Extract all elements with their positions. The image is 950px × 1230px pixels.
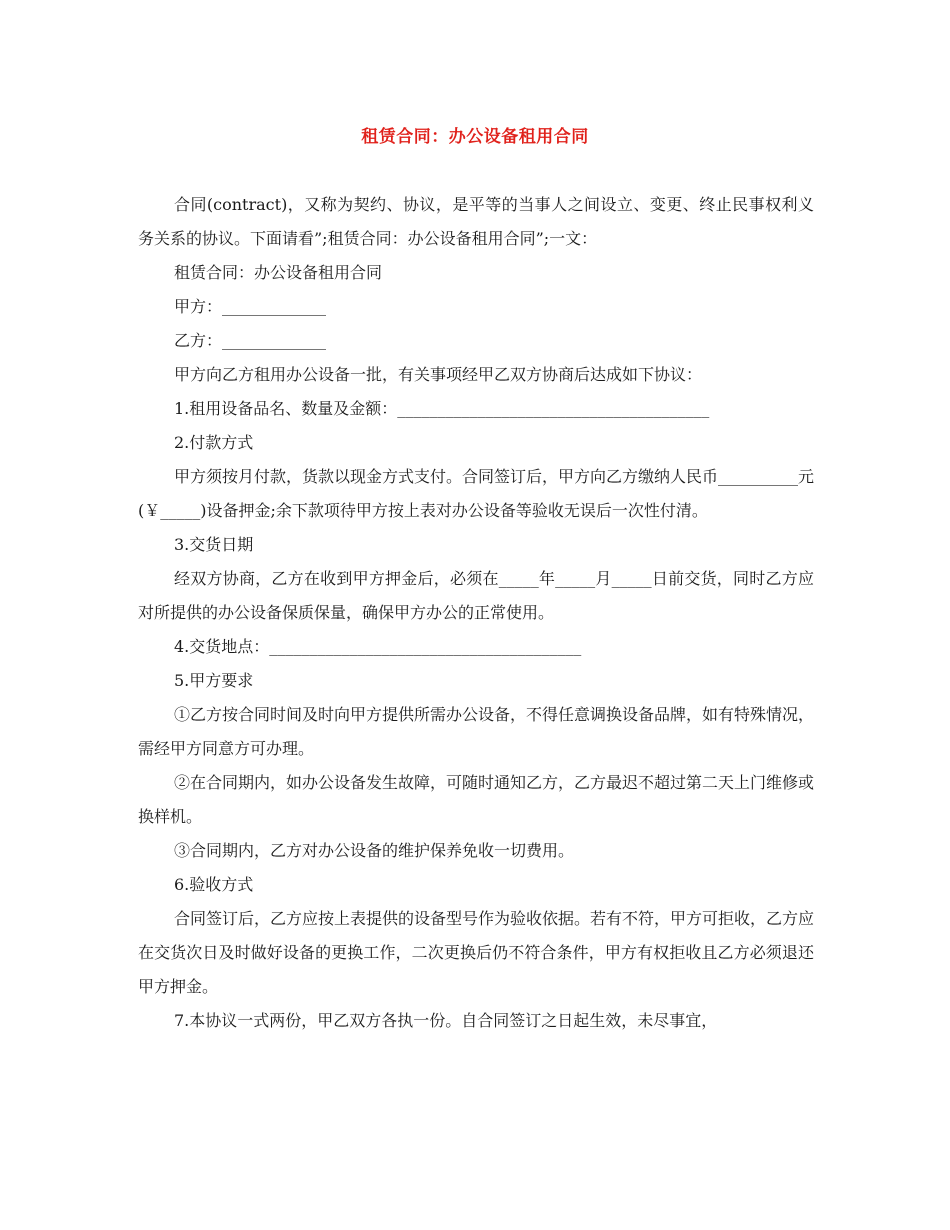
paragraph-acceptance: 合同签订后，乙方应按上表提供的设备型号作为验收依据。若有不符，甲方可拒收，乙方应在交货次日及时做好设备的更换工作，二次更换后仍不符合条件，甲方有权拒收且乙方必须退还甲方押金。	[138, 909, 815, 996]
paragraph-heading-5: 5.甲方要求	[174, 671, 254, 690]
paragraph-item-4: 4.交货地点：_______________________________________	[174, 637, 582, 656]
paragraph-requirement-1: ①乙方按合同时间及时向甲方提供所需办公设备，不得任意调换设备品牌，如有特殊情况，需经甲方同意方可办理。	[138, 705, 815, 758]
paragraph-payment: 甲方须按月付款，货款以现金方式支付。合同签订后，甲方向乙方缴纳人民币__________元(￥_____)设备押金;余下款项待甲方按上表对办公设备等验收无误后一次性付清。	[138, 467, 815, 520]
paragraph-party-a: 甲方：_____________	[174, 297, 327, 316]
document-body	[138, 188, 814, 1038]
paragraph-item-1: 1.租用设备品名、数量及金额：_______________________________________	[174, 399, 710, 418]
paragraph-agreement-preamble: 甲方向乙方租用办公设备一批，有关事项经甲乙双方协商后达成如下协议：	[174, 365, 703, 384]
paragraph-party-b: 乙方：_____________	[174, 331, 327, 350]
paragraph-heading-6: 6.验收方式	[174, 875, 254, 894]
paragraph-delivery-date: 经双方协商，乙方在收到甲方押金后，必须在_____年_____月_____日前交货，同时乙方应对所提供的办公设备保质保量，确保甲方办公的正常使用。	[138, 569, 814, 622]
paragraph-heading-3: 3.交货日期	[174, 535, 254, 554]
paragraph-requirement-3: ③合同期内，乙方对办公设备的维护保养免收一切费用。	[174, 841, 575, 860]
paragraph-requirement-2: ②在合同期内，如办公设备发生故障，可随时通知乙方，乙方最迟不超过第二天上门维修或换样机。	[138, 773, 815, 826]
paragraph-intro: 合同(contract)，又称为契约、协议，是平等的当事人之间设立、变更、终止民事权利义务关系的协议。下面请看”;租赁合同：办公设备租用合同”;一文：	[138, 195, 814, 248]
paragraph-item-7: 7.本协议一式两份，甲乙双方各执一份。自合同签订之日起生效，未尽事宜，	[174, 1011, 718, 1030]
document-title: 租赁合同：办公设备租用合同	[361, 127, 589, 147]
paragraph-heading-2: 2.付款方式	[174, 433, 254, 452]
paragraph-contract-name: 租赁合同：办公设备租用合同	[174, 263, 383, 282]
